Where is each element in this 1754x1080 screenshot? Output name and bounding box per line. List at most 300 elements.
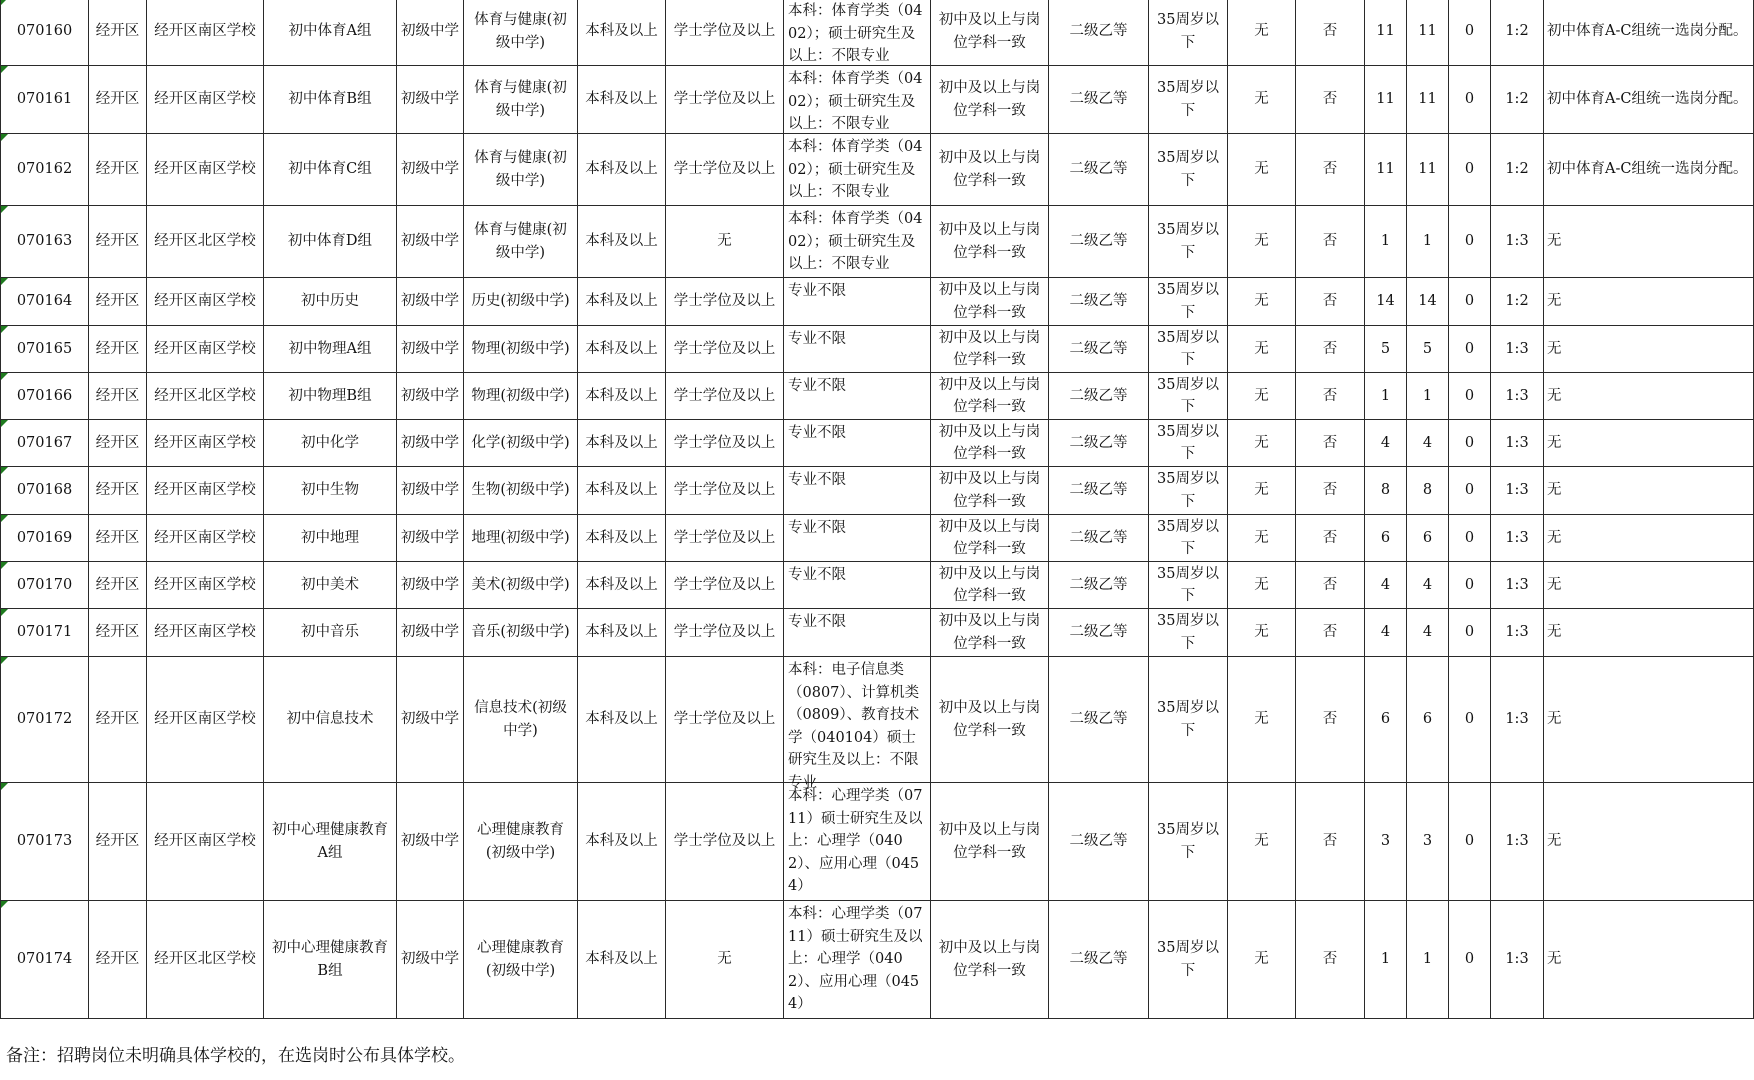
major-req-text: 专业不限 (788, 520, 846, 536)
remark-cell[interactable]: 无 (1544, 420, 1754, 467)
position-name-cell[interactable]: 初中体育C组 (264, 134, 397, 206)
special-flag-cell[interactable]: 否 (1296, 467, 1365, 515)
teacher-cert-subject-cell[interactable]: 美术(初级中学) (464, 562, 578, 609)
major-req-cell[interactable] (784, 420, 931, 467)
degree-req-cell[interactable]: 学士学位及以上 (666, 0, 784, 66)
teacher-cert-subject-cell[interactable]: 信息技术(初级中学) (464, 657, 578, 783)
school-level-cell[interactable]: 初级中学 (397, 609, 464, 657)
cert-req-cell[interactable]: 初中及以上与岗位学科一致 (931, 373, 1049, 420)
mandarin-level-cell[interactable]: 二级乙等 (1049, 326, 1149, 373)
mandarin-level-cell[interactable]: 二级乙等 (1049, 206, 1149, 278)
remark-cell[interactable]: 初中体育A-C组统一选岗分配。 (1544, 66, 1754, 134)
extra-count-cell[interactable]: 0 (1449, 134, 1491, 206)
school-level-cell[interactable]: 初级中学 (397, 467, 464, 515)
extra-count-cell[interactable]: 0 (1449, 515, 1491, 562)
quota-count-cell[interactable]: 1 (1407, 373, 1449, 420)
footnote: 备注：招聘岗位未明确具体学校的，在选岗时公布具体学校。 (6, 1046, 465, 1066)
mandarin-level-cell[interactable]: 二级乙等 (1049, 134, 1149, 206)
quota-count-cell[interactable]: 14 (1407, 278, 1449, 326)
quota-count-cell[interactable]: 11 (1407, 66, 1449, 134)
other-req-cell[interactable]: 无 (1228, 467, 1296, 515)
school-level-cell[interactable]: 初级中学 (397, 0, 464, 66)
major-req-text: 专业不限 (788, 567, 846, 583)
teacher-cert-subject-cell[interactable]: 音乐(初级中学) (464, 609, 578, 657)
quota-count-cell[interactable]: 4 (1407, 420, 1449, 467)
table-row (1, 657, 1754, 783)
major-req-text: 专业不限 (788, 378, 846, 394)
district-cell[interactable]: 经开区 (89, 420, 147, 467)
teacher-cert-subject-cell[interactable]: 历史(初级中学) (464, 278, 578, 326)
mandarin-level-cell[interactable]: 二级乙等 (1049, 901, 1149, 1019)
district-cell[interactable]: 经开区 (89, 66, 147, 134)
major-req-cell[interactable] (784, 134, 931, 206)
education-req-cell[interactable]: 本科及以上 (578, 66, 666, 134)
age-req-cell[interactable]: 35周岁以下 (1149, 657, 1228, 783)
age-req-cell[interactable]: 35周岁以下 (1149, 373, 1228, 420)
district-cell[interactable]: 经开区 (89, 134, 147, 206)
degree-req-cell[interactable]: 学士学位及以上 (666, 66, 784, 134)
cert-req-cell[interactable]: 初中及以上与岗位学科一致 (931, 515, 1049, 562)
major-req-text: 本科：心理学类（0711）硕士研究生及以上：心理学（0402）、应用心理（0454） (788, 906, 923, 1012)
major-req-cell[interactable] (784, 467, 931, 515)
plan-count-cell[interactable]: 1 (1365, 901, 1407, 1019)
age-req-cell[interactable]: 35周岁以下 (1149, 467, 1228, 515)
school-name-cell[interactable]: 经开区南区学校 (147, 278, 264, 326)
position-name-cell[interactable]: 初中生物 (264, 467, 397, 515)
quota-count-cell[interactable]: 4 (1407, 562, 1449, 609)
extra-count-cell[interactable]: 0 (1449, 206, 1491, 278)
table-row (1, 467, 1754, 515)
education-req-cell[interactable]: 本科及以上 (578, 657, 666, 783)
exam-ratio-cell[interactable]: 1:3 (1491, 783, 1544, 901)
school-level-cell[interactable]: 初级中学 (397, 562, 464, 609)
plan-count-cell[interactable]: 14 (1365, 278, 1407, 326)
remark-cell[interactable]: 无 (1544, 783, 1754, 901)
remark-cell[interactable]: 无 (1544, 515, 1754, 562)
special-flag-cell[interactable]: 否 (1296, 134, 1365, 206)
exam-ratio-cell[interactable]: 1:3 (1491, 326, 1544, 373)
exam-ratio-cell[interactable]: 1:3 (1491, 609, 1544, 657)
education-req-cell[interactable]: 本科及以上 (578, 515, 666, 562)
district-cell[interactable]: 经开区 (89, 515, 147, 562)
plan-count-cell[interactable]: 4 (1365, 562, 1407, 609)
other-req-cell[interactable]: 无 (1228, 562, 1296, 609)
degree-req-cell[interactable]: 学士学位及以上 (666, 373, 784, 420)
district-cell[interactable]: 经开区 (89, 783, 147, 901)
extra-count-cell[interactable]: 0 (1449, 420, 1491, 467)
major-req-cell[interactable] (784, 206, 931, 278)
post-code-cell[interactable]: 070161 (1, 66, 89, 134)
age-req-cell[interactable]: 35周岁以下 (1149, 901, 1228, 1019)
mandarin-level-cell[interactable]: 二级乙等 (1049, 609, 1149, 657)
district-cell[interactable]: 经开区 (89, 206, 147, 278)
quota-count-cell[interactable]: 11 (1407, 134, 1449, 206)
district-cell[interactable]: 经开区 (89, 278, 147, 326)
teacher-cert-subject-cell[interactable]: 物理(初级中学) (464, 373, 578, 420)
remark-cell[interactable]: 无 (1544, 278, 1754, 326)
school-name-cell[interactable]: 经开区南区学校 (147, 609, 264, 657)
plan-count-cell[interactable]: 5 (1365, 326, 1407, 373)
position-name-cell[interactable]: 初中地理 (264, 515, 397, 562)
school-level-cell[interactable]: 初级中学 (397, 420, 464, 467)
major-req-cell[interactable] (784, 657, 931, 791)
education-req-cell[interactable]: 本科及以上 (578, 134, 666, 206)
cert-req-cell[interactable]: 初中及以上与岗位学科一致 (931, 278, 1049, 326)
other-req-cell[interactable]: 无 (1228, 783, 1296, 901)
major-req-cell[interactable] (784, 783, 931, 901)
quota-count-cell[interactable]: 6 (1407, 657, 1449, 783)
quota-count-cell[interactable]: 1 (1407, 206, 1449, 278)
age-req-cell[interactable]: 35周岁以下 (1149, 326, 1228, 373)
remark-cell[interactable]: 初中体育A-C组统一选岗分配。 (1544, 0, 1754, 66)
school-level-cell[interactable]: 初级中学 (397, 326, 464, 373)
school-level-cell[interactable]: 初级中学 (397, 901, 464, 1019)
cert-req-cell[interactable]: 初中及以上与岗位学科一致 (931, 901, 1049, 1019)
school-name-cell[interactable]: 经开区南区学校 (147, 0, 264, 66)
degree-req-cell[interactable]: 学士学位及以上 (666, 420, 784, 467)
age-req-cell[interactable]: 35周岁以下 (1149, 420, 1228, 467)
exam-ratio-cell[interactable]: 1:2 (1491, 0, 1544, 66)
post-code-cell[interactable]: 070171 (1, 609, 89, 657)
teacher-cert-subject-cell[interactable]: 体育与健康(初级中学) (464, 206, 578, 278)
post-code-cell[interactable]: 070165 (1, 326, 89, 373)
degree-req-cell[interactable]: 学士学位及以上 (666, 609, 784, 657)
major-req-text: 本科：体育学类（0402）；硕士研究生及以上：不限专业 (788, 71, 923, 132)
special-flag-cell[interactable]: 否 (1296, 562, 1365, 609)
position-name-cell[interactable]: 初中体育A组 (264, 0, 397, 66)
plan-count-cell[interactable]: 6 (1365, 515, 1407, 562)
table-row (1, 901, 1754, 1019)
education-req-cell[interactable]: 本科及以上 (578, 373, 666, 420)
age-req-cell[interactable]: 35周岁以下 (1149, 609, 1228, 657)
age-req-cell[interactable]: 35周岁以下 (1149, 783, 1228, 901)
special-flag-cell[interactable]: 否 (1296, 278, 1365, 326)
other-req-cell[interactable]: 无 (1228, 66, 1296, 134)
cert-req-cell[interactable]: 初中及以上与岗位学科一致 (931, 783, 1049, 901)
remark-cell[interactable]: 无 (1544, 609, 1754, 657)
post-code-cell[interactable]: 070172 (1, 657, 89, 783)
major-req-text: 专业不限 (788, 614, 846, 630)
quota-count-cell[interactable]: 8 (1407, 467, 1449, 515)
school-name-cell[interactable]: 经开区北区学校 (147, 206, 264, 278)
school-name-cell[interactable]: 经开区南区学校 (147, 562, 264, 609)
major-req-cell[interactable] (784, 373, 931, 420)
exam-ratio-cell[interactable]: 1:2 (1491, 278, 1544, 326)
school-name-cell[interactable]: 经开区南区学校 (147, 66, 264, 134)
position-name-cell[interactable]: 初中心理健康教育A组 (264, 783, 397, 901)
remark-cell[interactable]: 无 (1544, 326, 1754, 373)
position-name-cell[interactable]: 初中心理健康教育B组 (264, 901, 397, 1019)
mandarin-level-cell[interactable]: 二级乙等 (1049, 467, 1149, 515)
district-cell[interactable]: 经开区 (89, 326, 147, 373)
other-req-cell[interactable]: 无 (1228, 901, 1296, 1019)
education-req-cell[interactable]: 本科及以上 (578, 467, 666, 515)
special-flag-cell[interactable]: 否 (1296, 206, 1365, 278)
school-level-cell[interactable]: 初级中学 (397, 515, 464, 562)
extra-count-cell[interactable]: 0 (1449, 901, 1491, 1019)
degree-req-cell[interactable]: 学士学位及以上 (666, 326, 784, 373)
age-req-cell[interactable]: 35周岁以下 (1149, 134, 1228, 206)
teacher-cert-subject-cell[interactable]: 心理健康教育(初级中学) (464, 783, 578, 901)
teacher-cert-subject-cell[interactable]: 物理(初级中学) (464, 326, 578, 373)
school-level-cell[interactable]: 初级中学 (397, 278, 464, 326)
cert-req-cell[interactable]: 初中及以上与岗位学科一致 (931, 326, 1049, 373)
extra-count-cell[interactable]: 0 (1449, 657, 1491, 783)
position-name-cell[interactable]: 初中美术 (264, 562, 397, 609)
mandarin-level-cell[interactable]: 二级乙等 (1049, 657, 1149, 783)
table-row (1, 515, 1754, 562)
education-req-cell[interactable]: 本科及以上 (578, 609, 666, 657)
post-code-cell[interactable]: 070163 (1, 206, 89, 278)
school-name-cell[interactable]: 经开区北区学校 (147, 373, 264, 420)
district-cell[interactable]: 经开区 (89, 467, 147, 515)
cert-req-cell[interactable]: 初中及以上与岗位学科一致 (931, 134, 1049, 206)
education-req-cell[interactable]: 本科及以上 (578, 206, 666, 278)
education-req-cell[interactable]: 本科及以上 (578, 326, 666, 373)
cert-req-cell[interactable]: 初中及以上与岗位学科一致 (931, 657, 1049, 783)
table-row (1, 420, 1754, 467)
position-name-cell[interactable]: 初中信息技术 (264, 657, 397, 783)
post-code-cell[interactable]: 070168 (1, 467, 89, 515)
special-flag-cell[interactable]: 否 (1296, 420, 1365, 467)
exam-ratio-cell[interactable]: 1:3 (1491, 467, 1544, 515)
school-level-cell[interactable]: 初级中学 (397, 66, 464, 134)
post-code-cell[interactable]: 070160 (1, 0, 89, 66)
school-level-cell[interactable]: 初级中学 (397, 206, 464, 278)
remark-cell[interactable]: 初中体育A-C组统一选岗分配。 (1544, 134, 1754, 206)
plan-count-cell[interactable]: 1 (1365, 373, 1407, 420)
plan-count-cell[interactable]: 11 (1365, 134, 1407, 206)
other-req-cell[interactable]: 无 (1228, 206, 1296, 278)
mandarin-level-cell[interactable]: 二级乙等 (1049, 562, 1149, 609)
school-level-cell[interactable]: 初级中学 (397, 373, 464, 420)
teacher-cert-subject-cell[interactable]: 体育与健康(初级中学) (464, 66, 578, 134)
mandarin-level-cell[interactable]: 二级乙等 (1049, 0, 1149, 66)
exam-ratio-cell[interactable]: 1:3 (1491, 901, 1544, 1019)
extra-count-cell[interactable]: 0 (1449, 326, 1491, 373)
major-req-cell[interactable] (784, 66, 931, 134)
teacher-cert-subject-cell[interactable]: 心理健康教育(初级中学) (464, 901, 578, 1019)
plan-count-cell[interactable]: 8 (1365, 467, 1407, 515)
position-name-cell[interactable]: 初中化学 (264, 420, 397, 467)
education-req-cell[interactable]: 本科及以上 (578, 420, 666, 467)
cert-req-cell[interactable]: 初中及以上与岗位学科一致 (931, 66, 1049, 134)
other-req-cell[interactable]: 无 (1228, 609, 1296, 657)
school-name-cell[interactable]: 经开区南区学校 (147, 134, 264, 206)
special-flag-cell[interactable]: 否 (1296, 0, 1365, 66)
mandarin-level-cell[interactable]: 二级乙等 (1049, 783, 1149, 901)
school-name-cell[interactable]: 经开区南区学校 (147, 420, 264, 467)
other-req-cell[interactable]: 无 (1228, 373, 1296, 420)
quota-count-cell[interactable]: 11 (1407, 0, 1449, 66)
post-code-cell[interactable]: 070174 (1, 901, 89, 1019)
school-level-cell[interactable]: 初级中学 (397, 134, 464, 206)
school-name-cell[interactable]: 经开区南区学校 (147, 467, 264, 515)
exam-ratio-cell[interactable]: 1:3 (1491, 373, 1544, 420)
other-req-cell[interactable]: 无 (1228, 278, 1296, 326)
exam-ratio-cell[interactable]: 1:3 (1491, 206, 1544, 278)
position-name-cell[interactable]: 初中物理A组 (264, 326, 397, 373)
extra-count-cell[interactable]: 0 (1449, 373, 1491, 420)
education-req-cell[interactable]: 本科及以上 (578, 901, 666, 1019)
district-cell[interactable]: 经开区 (89, 657, 147, 783)
age-req-cell[interactable]: 35周岁以下 (1149, 515, 1228, 562)
degree-req-cell[interactable]: 无 (666, 206, 784, 278)
age-req-cell[interactable]: 35周岁以下 (1149, 278, 1228, 326)
post-code-cell[interactable]: 070164 (1, 278, 89, 326)
degree-req-cell[interactable]: 学士学位及以上 (666, 278, 784, 326)
plan-count-cell[interactable]: 1 (1365, 206, 1407, 278)
other-req-cell[interactable]: 无 (1228, 657, 1296, 783)
degree-req-cell[interactable]: 无 (666, 901, 784, 1019)
special-flag-cell[interactable]: 否 (1296, 657, 1365, 783)
cert-req-cell[interactable]: 初中及以上与岗位学科一致 (931, 609, 1049, 657)
cert-req-cell[interactable]: 初中及以上与岗位学科一致 (931, 206, 1049, 278)
teacher-cert-subject-cell[interactable]: 体育与健康(初级中学) (464, 0, 578, 66)
extra-count-cell[interactable]: 0 (1449, 609, 1491, 657)
position-name-cell[interactable]: 初中体育B组 (264, 66, 397, 134)
major-req-cell[interactable] (784, 326, 931, 373)
special-flag-cell[interactable]: 否 (1296, 66, 1365, 134)
major-req-cell[interactable] (784, 0, 931, 66)
extra-count-cell[interactable]: 0 (1449, 66, 1491, 134)
plan-count-cell[interactable]: 3 (1365, 783, 1407, 901)
special-flag-cell[interactable]: 否 (1296, 783, 1365, 901)
exam-ratio-cell[interactable]: 1:2 (1491, 66, 1544, 134)
major-req-cell[interactable] (784, 515, 931, 562)
mandarin-level-cell[interactable]: 二级乙等 (1049, 66, 1149, 134)
school-name-cell[interactable]: 经开区南区学校 (147, 783, 264, 901)
plan-count-cell[interactable]: 4 (1365, 609, 1407, 657)
major-req-text: 专业不限 (788, 283, 846, 299)
cert-req-cell[interactable]: 初中及以上与岗位学科一致 (931, 467, 1049, 515)
remark-cell[interactable]: 无 (1544, 901, 1754, 1019)
age-req-cell[interactable]: 35周岁以下 (1149, 206, 1228, 278)
post-code-cell[interactable]: 070166 (1, 373, 89, 420)
post-code-cell[interactable]: 070162 (1, 134, 89, 206)
post-code-cell[interactable]: 070173 (1, 783, 89, 901)
position-name-cell[interactable]: 初中历史 (264, 278, 397, 326)
teacher-cert-subject-cell[interactable]: 化学(初级中学) (464, 420, 578, 467)
school-level-cell[interactable]: 初级中学 (397, 783, 464, 901)
extra-count-cell[interactable]: 0 (1449, 562, 1491, 609)
school-name-cell[interactable]: 经开区南区学校 (147, 657, 264, 783)
mandarin-level-cell[interactable]: 二级乙等 (1049, 515, 1149, 562)
teacher-cert-subject-cell[interactable]: 生物(初级中学) (464, 467, 578, 515)
cert-req-cell[interactable]: 初中及以上与岗位学科一致 (931, 0, 1049, 66)
special-flag-cell[interactable]: 否 (1296, 901, 1365, 1019)
other-req-cell[interactable]: 无 (1228, 0, 1296, 66)
school-name-cell[interactable]: 经开区北区学校 (147, 901, 264, 1019)
major-req-cell[interactable] (784, 562, 931, 609)
other-req-cell[interactable]: 无 (1228, 326, 1296, 373)
exam-ratio-cell[interactable]: 1:2 (1491, 134, 1544, 206)
special-flag-cell[interactable]: 否 (1296, 609, 1365, 657)
quota-count-cell[interactable]: 5 (1407, 326, 1449, 373)
exam-ratio-cell[interactable]: 1:3 (1491, 657, 1544, 783)
mandarin-level-cell[interactable]: 二级乙等 (1049, 278, 1149, 326)
special-flag-cell[interactable]: 否 (1296, 326, 1365, 373)
position-name-cell[interactable]: 初中物理B组 (264, 373, 397, 420)
remark-cell[interactable]: 无 (1544, 657, 1754, 783)
plan-count-cell[interactable]: 11 (1365, 0, 1407, 66)
other-req-cell[interactable]: 无 (1228, 515, 1296, 562)
major-req-cell[interactable] (784, 901, 931, 1019)
plan-count-cell[interactable]: 6 (1365, 657, 1407, 783)
remark-cell[interactable]: 无 (1544, 206, 1754, 278)
table-row (1, 373, 1754, 420)
exam-ratio-cell[interactable]: 1:3 (1491, 562, 1544, 609)
special-flag-cell[interactable]: 否 (1296, 515, 1365, 562)
cert-req-cell[interactable]: 初中及以上与岗位学科一致 (931, 420, 1049, 467)
quota-count-cell[interactable]: 4 (1407, 609, 1449, 657)
remark-cell[interactable]: 无 (1544, 562, 1754, 609)
district-cell[interactable]: 经开区 (89, 901, 147, 1019)
degree-req-cell[interactable]: 学士学位及以上 (666, 467, 784, 515)
quota-count-cell[interactable]: 6 (1407, 515, 1449, 562)
age-req-cell[interactable]: 35周岁以下 (1149, 562, 1228, 609)
post-code-cell[interactable]: 070169 (1, 515, 89, 562)
plan-count-cell[interactable]: 4 (1365, 420, 1407, 467)
district-cell[interactable]: 经开区 (89, 0, 147, 66)
post-code-cell[interactable]: 070167 (1, 420, 89, 467)
quota-count-cell[interactable]: 1 (1407, 901, 1449, 1019)
age-req-cell[interactable]: 35周岁以下 (1149, 66, 1228, 134)
mandarin-level-cell[interactable]: 二级乙等 (1049, 420, 1149, 467)
age-req-cell[interactable]: 35周岁以下 (1149, 0, 1228, 66)
position-name-cell[interactable]: 初中音乐 (264, 609, 397, 657)
teacher-cert-subject-cell[interactable]: 体育与健康(初级中学) (464, 134, 578, 206)
cert-req-cell[interactable]: 初中及以上与岗位学科一致 (931, 562, 1049, 609)
extra-count-cell[interactable]: 0 (1449, 783, 1491, 901)
education-req-cell[interactable]: 本科及以上 (578, 278, 666, 326)
degree-req-cell[interactable]: 学士学位及以上 (666, 562, 784, 609)
teacher-cert-subject-cell[interactable]: 地理(初级中学) (464, 515, 578, 562)
education-req-cell[interactable]: 本科及以上 (578, 783, 666, 901)
post-code-cell[interactable]: 070170 (1, 562, 89, 609)
major-req-cell[interactable] (784, 609, 931, 657)
degree-req-cell[interactable]: 学士学位及以上 (666, 515, 784, 562)
remark-cell[interactable]: 无 (1544, 373, 1754, 420)
extra-count-cell[interactable]: 0 (1449, 278, 1491, 326)
other-req-cell[interactable]: 无 (1228, 134, 1296, 206)
other-req-cell[interactable]: 无 (1228, 420, 1296, 467)
exam-ratio-cell[interactable]: 1:3 (1491, 420, 1544, 467)
district-cell[interactable]: 经开区 (89, 562, 147, 609)
district-cell[interactable]: 经开区 (89, 609, 147, 657)
quota-count-cell[interactable]: 3 (1407, 783, 1449, 901)
degree-req-cell[interactable]: 学士学位及以上 (666, 783, 784, 901)
degree-req-cell[interactable]: 学士学位及以上 (666, 657, 784, 783)
education-req-cell[interactable]: 本科及以上 (578, 562, 666, 609)
extra-count-cell[interactable]: 0 (1449, 467, 1491, 515)
remark-cell[interactable]: 无 (1544, 467, 1754, 515)
position-name-cell[interactable]: 初中体育D组 (264, 206, 397, 278)
exam-ratio-cell[interactable]: 1:3 (1491, 515, 1544, 562)
plan-count-cell[interactable]: 11 (1365, 66, 1407, 134)
school-name-cell[interactable]: 经开区南区学校 (147, 515, 264, 562)
special-flag-cell[interactable]: 否 (1296, 373, 1365, 420)
extra-count-cell[interactable]: 0 (1449, 0, 1491, 66)
major-req-text: 本科：体育学类（0402）；硕士研究生及以上：不限专业 (788, 139, 923, 200)
degree-req-cell[interactable]: 学士学位及以上 (666, 134, 784, 206)
education-req-cell[interactable]: 本科及以上 (578, 0, 666, 66)
school-name-cell[interactable]: 经开区南区学校 (147, 326, 264, 373)
district-cell[interactable]: 经开区 (89, 373, 147, 420)
school-level-cell[interactable]: 初级中学 (397, 657, 464, 783)
major-req-cell[interactable] (784, 278, 931, 326)
mandarin-level-cell[interactable]: 二级乙等 (1049, 373, 1149, 420)
